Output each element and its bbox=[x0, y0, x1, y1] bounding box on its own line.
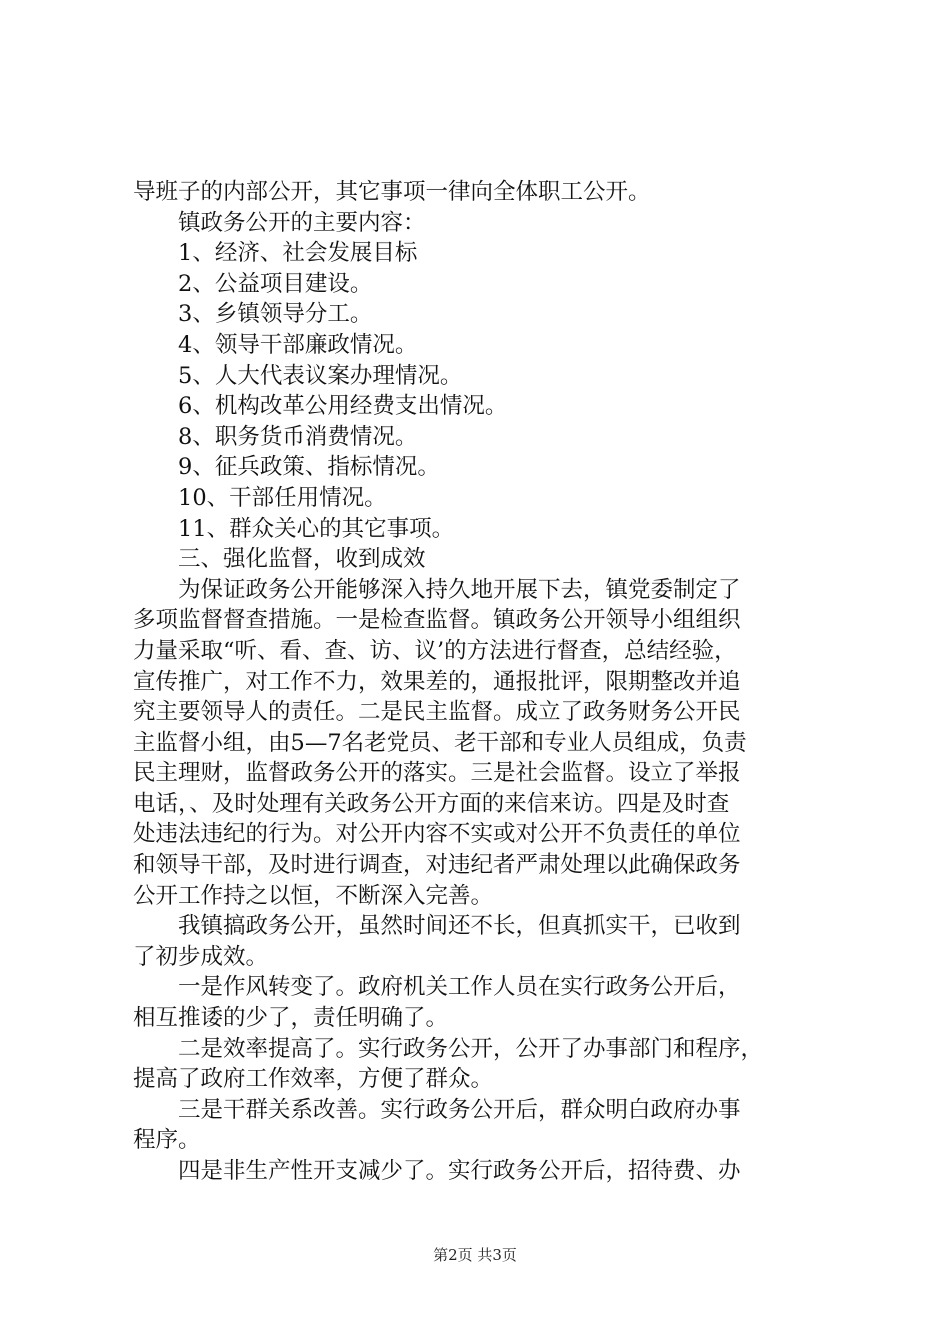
text-line: 一是作风转变了。政府机关工作人员在实行政务公开后， bbox=[178, 974, 741, 1001]
text-line: 二是效率提高了。实行政务公开，公开了办事部门和程序， bbox=[178, 1035, 764, 1062]
text-line: 了初步成效。 bbox=[133, 943, 269, 970]
list-item: 2、公益项目建设。 bbox=[178, 270, 373, 297]
text-line: 为保证政务公开能够深入持久地开展下去，镇党委制定了 bbox=[178, 576, 741, 603]
text-line: 三是干群关系改善。实行政务公开后，群众明白政府办事 bbox=[178, 1096, 741, 1123]
text-line: 四是非生产性开支减少了。实行政务公开后，招待费、办 bbox=[178, 1158, 741, 1184]
list-item: 1、经济、社会发展目标 bbox=[178, 240, 418, 267]
list-item: 8、职务货币消费情况。 bbox=[178, 423, 418, 450]
text-line: 我镇搞政务公开，虽然时间还不长，但真抓实干，已收到 bbox=[178, 913, 741, 940]
section-heading: 三、强化监督，收到成效 bbox=[178, 546, 426, 573]
text-line: 究主要领导人的责任。二是民主监督。成立了政务财务公开民 bbox=[133, 699, 741, 726]
text-line: 程序。 bbox=[133, 1127, 201, 1154]
text-line: 多项监督督查措施。一是检查监督。镇政务公开领导小组组织 bbox=[133, 607, 741, 634]
body-text bbox=[133, 177, 833, 1187]
list-item: 5、人大代表议案办理情况。 bbox=[178, 362, 463, 389]
text-line: 和领导干部，及时进行调查，对违纪者严肃处理以此确保政务 bbox=[133, 852, 741, 879]
text-line: 公开工作持之以恒，不断深入完善。 bbox=[133, 882, 494, 909]
text-line: 镇政务公开的主要内容： bbox=[178, 209, 426, 236]
text-line: 提高了政府工作效率，方便了群众。 bbox=[133, 1066, 494, 1093]
text-line: 宣传推广，对工作不力，效果差的，通报批评，限期整改并追 bbox=[133, 668, 741, 695]
text-line: 处违法违纪的行为。对公开内容不实或对公开不负责任的单位 bbox=[133, 821, 741, 848]
list-item: 10、干部任用情况。 bbox=[178, 484, 387, 511]
list-item: 11、群众关心的其它事项。 bbox=[178, 515, 455, 542]
text-line: 相互推诿的少了，责任明确了。 bbox=[133, 1005, 449, 1032]
text-line: 电话，、及时处理有关政务公开方面的来信来访。四是及时查 bbox=[133, 790, 730, 817]
list-item: 4、领导干部廉政情况。 bbox=[178, 331, 418, 358]
list-item: 6、机构改革公用经费支出情况。 bbox=[178, 393, 508, 420]
page-footer: 第2页 共3页 bbox=[433, 1246, 517, 1264]
text-line: 主监督小组，由5—7名老党员、老干部和专业人员组成，负责 bbox=[133, 729, 747, 756]
text-line: 民主理财，监督政务公开的落实。三是社会监督。设立了举报 bbox=[133, 760, 741, 787]
text-line: 力量采取“听、看、查、访、议’的方法进行督查，总结经验， bbox=[133, 637, 737, 664]
text-line: 导班子的内部公开，其它事项一律向全体职工公开。 bbox=[133, 179, 651, 205]
list-item: 9、征兵政策、指标情况。 bbox=[178, 454, 440, 481]
list-item: 3、乡镇领导分工。 bbox=[178, 301, 373, 328]
